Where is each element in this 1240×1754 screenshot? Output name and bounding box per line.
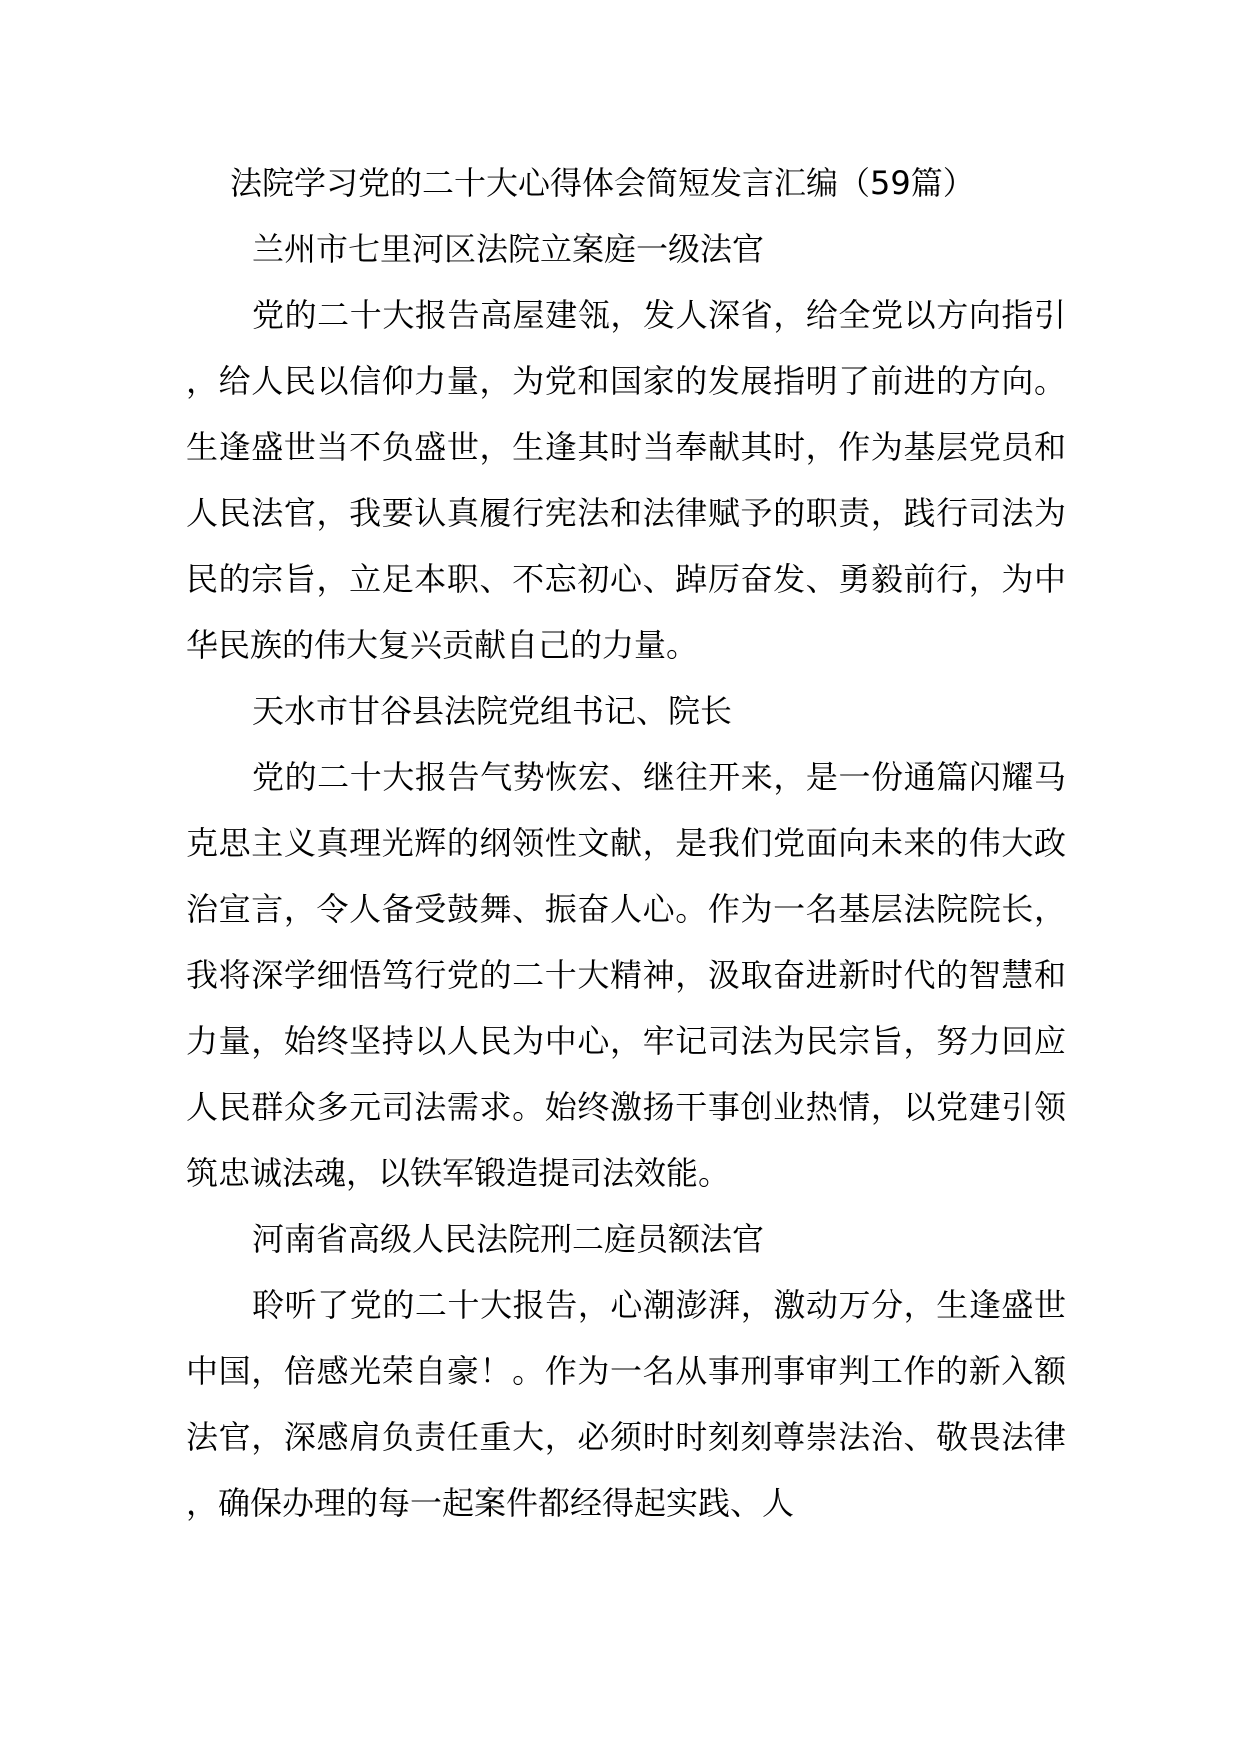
speech-paragraph: 党的二十大报告气势恢宏、继往开来，是一份通篇闪耀马克思主义真理光辉的纲领性文献，是我们党面向未来的伟大政治宣言，令人备受鼓舞、振奋人心。作为一名基层法院院长，我将深学细悟笃行党的二十大精神，汲取奋进新时代的智慧和力量，始终坚持以人民为中心，牢记司法为民宗旨，努力回应人民群众多元司法需求。始终激扬干事创业热情，以党建引领筑忠诚法魂，以铁军锻造提司法效能。 bbox=[186, 758, 1066, 1192]
speech-section-3 bbox=[186, 1206, 1066, 1536]
speech-section-2 bbox=[186, 678, 1066, 1206]
speech-section-1 bbox=[186, 216, 1066, 678]
speaker-heading: 天水市甘谷县法院党组书记、院长 bbox=[252, 692, 733, 730]
speaker-heading: 兰州市七里河区法院立案庭一级法官 bbox=[252, 230, 765, 268]
speech-paragraph: 党的二十大报告高屋建瓴，发人深省，给全党以方向指引，给人民以信仰力量，为党和国家的发展指明了前进的方向。生逢盛世当不负盛世，生逢其时当奉献其时，作为基层党员和人民法官，我要认真履行宪法和法律赋予的职责，践行司法为民的宗旨，立足本职、不忘初心、踔厉奋发、勇毅前行，为中华民族的伟大复兴贡献自己的力量。 bbox=[186, 296, 1066, 664]
speech-paragraph: 聆听了党的二十大报告，心潮澎湃，激动万分，生逢盛世中国，倍感光荣自豪！。作为一名从事刑事审判工作的新入额法官，深感肩负责任重大，必须时时刻刻尊崇法治、敬畏法律，确保办理的每一起案件都经得起实践、人 bbox=[186, 1286, 1066, 1522]
document-body bbox=[186, 216, 1066, 1536]
speaker-heading: 河南省高级人民法院刑二庭员额法官 bbox=[252, 1220, 765, 1258]
document-title: 法院学习党的二十大心得体会简短发言汇编（59篇） bbox=[230, 164, 975, 202]
